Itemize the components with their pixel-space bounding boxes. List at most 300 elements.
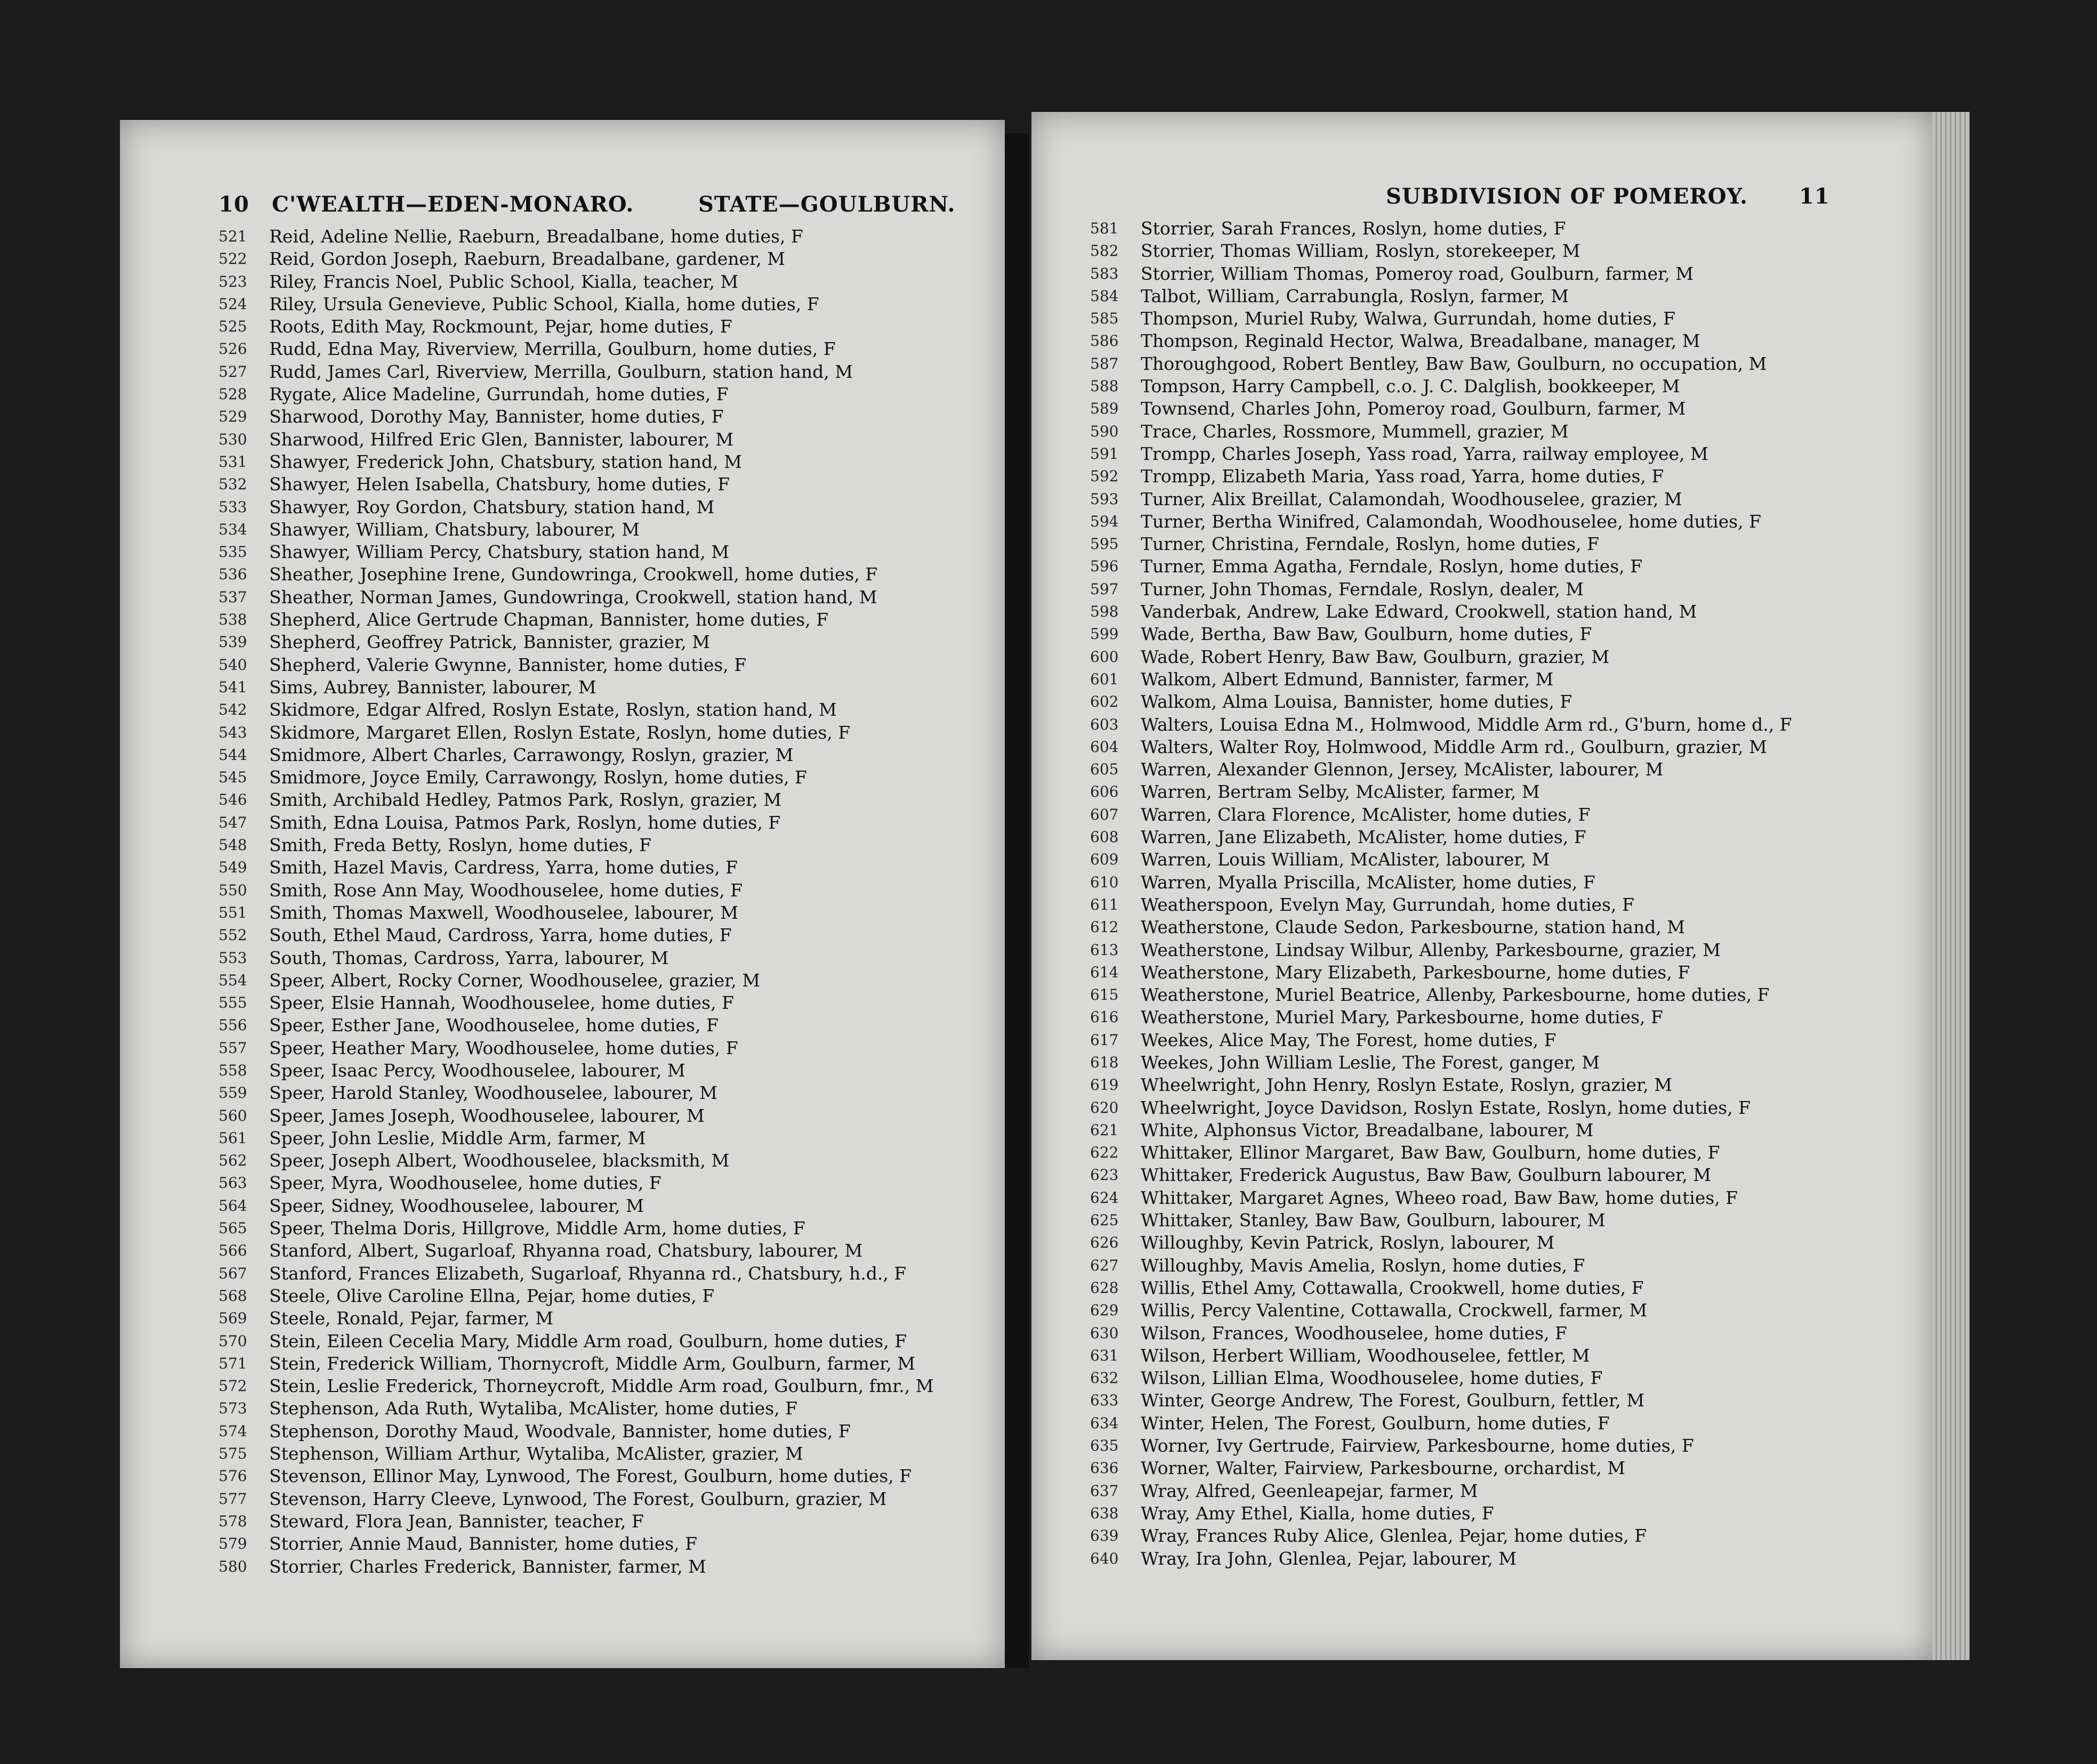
roll-entry — [1090, 1389, 1911, 1412]
entry-number: 637 — [1090, 1482, 1119, 1500]
entry-number: 529 — [219, 408, 247, 426]
entry-text: Wade, Bertha, Baw Baw, Goulburn, home duties, F — [1141, 624, 1592, 645]
roll-entry — [219, 1443, 991, 1465]
entry-number: 604 — [1090, 738, 1119, 756]
roll-entry — [219, 1195, 991, 1217]
entry-text: Winter, George Andrew, The Forest, Goulburn, fettler, M — [1141, 1390, 1644, 1411]
entry-number: 621 — [1090, 1121, 1119, 1139]
entry-number: 589 — [1090, 400, 1119, 418]
entry-number: 537 — [219, 588, 247, 606]
entry-number: 608 — [1090, 828, 1119, 846]
entry-number: 612 — [1090, 918, 1119, 936]
entry-number: 610 — [1090, 873, 1119, 891]
roll-entry — [219, 586, 991, 609]
entry-number: 628 — [1090, 1279, 1119, 1297]
entry-text: Whittaker, Frederick Augustus, Baw Baw, Goulburn labourer, M — [1141, 1164, 1712, 1186]
entry-text: Speer, Joseph Albert, Woodhouselee, blacksmith, M — [269, 1150, 730, 1171]
entry-number: 633 — [1090, 1391, 1119, 1410]
entry-number: 590 — [1090, 422, 1119, 440]
roll-entry — [1090, 285, 1911, 308]
entry-text: Storrier, Thomas William, Roslyn, storekeeper, M — [1141, 240, 1580, 262]
entry-number: 521 — [219, 228, 247, 245]
entry-text: Sharwood, Dorothy May, Bannister, home duties, F — [269, 406, 724, 427]
entry-text: Thoroughgood, Robert Bentley, Baw Baw, Goulburn, no occupation, M — [1141, 353, 1767, 374]
entry-text: Steele, Olive Caroline Ellna, Pejar, home duties, F — [269, 1285, 715, 1306]
entry-number: 632 — [1090, 1369, 1119, 1387]
entry-number: 524 — [219, 295, 247, 313]
entry-number: 598 — [1090, 603, 1119, 621]
entry-text: Stephenson, Ada Ruth, Wytaliba, McAlister, home duties, F — [269, 1398, 797, 1419]
roll-entry — [1090, 714, 1911, 736]
roll-entry — [219, 1465, 991, 1487]
roll-entry — [1090, 646, 1911, 668]
left-roll-list — [219, 225, 991, 1578]
entry-text: Speer, Sidney, Woodhouselee, labourer, M — [269, 1195, 644, 1216]
entry-number: 565 — [219, 1219, 247, 1237]
roll-entry — [219, 1082, 991, 1104]
roll-entry — [219, 947, 991, 969]
entry-text: Smidmore, Albert Charles, Carrawongy, Roslyn, grazier, M — [269, 744, 794, 765]
entry-text: Shawyer, Helen Isabella, Chatsbury, home duties, F — [269, 474, 730, 495]
entry-number: 571 — [219, 1354, 247, 1372]
roll-entry — [219, 315, 991, 338]
roll-entry — [1090, 871, 1911, 894]
entry-text: Speer, Elsie Hannah, Woodhouselee, home duties, F — [269, 992, 734, 1014]
entry-number: 548 — [219, 836, 247, 854]
entry-number: 522 — [219, 250, 247, 268]
entry-text: Reid, Gordon Joseph, Raeburn, Breadalbane, gardener, M — [269, 248, 785, 270]
entry-number: 599 — [1090, 625, 1119, 643]
roll-entry — [1090, 1255, 1911, 1277]
entry-text: Stanford, Albert, Sugarloaf, Rhyanna road, Chatsbury, labourer, M — [269, 1240, 863, 1261]
roll-entry — [219, 451, 991, 473]
roll-entry — [219, 856, 991, 879]
entry-text: Walkom, Albert Edmund, Bannister, farmer, M — [1141, 668, 1554, 690]
entry-text: Weatherstone, Muriel Mary, Parkesbourne, home duties, F — [1141, 1007, 1663, 1028]
roll-entry — [1090, 601, 1911, 623]
roll-entry — [1090, 578, 1911, 601]
right-page — [1031, 112, 1932, 1660]
entry-number: 556 — [219, 1016, 247, 1034]
entry-text: White, Alphonsus Victor, Breadalbane, labourer, M — [1141, 1119, 1594, 1140]
entry-text: Tompson, Harry Campbell, c.o. J. C. Dalglish, bookkeeper, M — [1141, 376, 1680, 397]
roll-entry — [219, 924, 991, 946]
roll-entry — [219, 563, 991, 586]
entry-number: 572 — [219, 1377, 247, 1395]
roll-entry — [1090, 465, 1911, 488]
entry-text: Vanderbak, Andrew, Lake Edward, Crookwell, station hand, M — [1141, 601, 1697, 622]
entry-text: Smith, Freda Betty, Roslyn, home duties, F — [269, 835, 652, 856]
roll-entry — [219, 519, 991, 541]
entry-text: Turner, John Thomas, Ferndale, Roslyn, dealer, M — [1141, 578, 1584, 600]
entry-number: 578 — [219, 1512, 247, 1530]
entry-text: Shawyer, William, Chatsbury, labourer, M — [269, 519, 640, 540]
roll-entry — [1090, 1277, 1911, 1299]
entry-number: 568 — [219, 1286, 247, 1305]
entry-text: Wray, Amy Ethel, Kialla, home duties, F — [1141, 1502, 1494, 1524]
entry-text: Townsend, Charles John, Pomeroy road, Goulburn, farmer, M — [1141, 398, 1686, 419]
entry-text: Wilson, Lillian Elma, Woodhouselee, home duties, F — [1141, 1367, 1603, 1389]
entry-number: 538 — [219, 611, 247, 629]
roll-entry — [219, 1556, 991, 1578]
book-gutter — [1002, 133, 1029, 1668]
entry-text: Skidmore, Edgar Alfred, Roslyn Estate, Roslyn, station hand, M — [269, 699, 837, 721]
entry-text: Shawyer, William Percy, Chatsbury, station hand, M — [269, 541, 729, 563]
entry-number: 569 — [219, 1309, 247, 1328]
roll-entry — [219, 699, 991, 721]
entry-number: 530 — [219, 430, 247, 448]
roll-entry — [1090, 1367, 1911, 1389]
left-header-state: STATE—GOULBURN. — [698, 192, 956, 217]
roll-entry — [219, 789, 991, 811]
entry-number: 615 — [1090, 986, 1119, 1004]
entry-number: 625 — [1090, 1211, 1119, 1229]
roll-entry — [1090, 781, 1911, 803]
entry-number: 586 — [1090, 332, 1119, 350]
roll-entry — [1090, 894, 1911, 916]
roll-entry — [219, 1420, 991, 1443]
entry-text: Stevenson, Ellinor May, Lynwood, The Forest, Goulburn, home duties, F — [269, 1466, 912, 1487]
entry-text: Trace, Charles, Rossmore, Mummell, grazier, M — [1141, 420, 1569, 442]
entry-text: Wade, Robert Henry, Baw Baw, Goulburn, grazier, M — [1141, 646, 1610, 667]
entry-text: Turner, Christina, Ferndale, Roslyn, home duties, F — [1141, 533, 1599, 555]
entry-text: Weatherstone, Mary Elizabeth, Parkesbourne, home duties, F — [1141, 961, 1690, 983]
entry-text: Wheelwright, Joyce Davidson, Roslyn Estate, Roslyn, home duties, F — [1141, 1097, 1751, 1118]
entry-text: Storrier, Charles Frederick, Bannister, farmer, M — [269, 1556, 706, 1577]
page-edge-stack — [1932, 112, 1970, 1660]
entry-number: 631 — [1090, 1346, 1119, 1364]
roll-entry — [1090, 1074, 1911, 1096]
entry-number: 564 — [219, 1196, 247, 1215]
entry-text: Warren, Myalla Priscilla, McAlister, home duties, F — [1141, 871, 1595, 893]
roll-entry — [1090, 443, 1911, 465]
entry-number: 616 — [1090, 1008, 1119, 1026]
entry-number: 585 — [1090, 310, 1119, 328]
roll-entry — [1090, 420, 1911, 443]
roll-entry — [219, 631, 991, 653]
entry-text: Warren, Jane Elizabeth, McAlister, home duties, F — [1141, 827, 1586, 848]
entry-text: Smith, Thomas Maxwell, Woodhouselee, labourer, M — [269, 902, 739, 923]
entry-number: 536 — [219, 565, 247, 584]
entry-number: 580 — [219, 1557, 247, 1575]
entry-text: Smith, Edna Louisa, Patmos Park, Roslyn, home duties, F — [269, 812, 781, 833]
entry-number: 594 — [1090, 512, 1119, 530]
entry-number: 557 — [219, 1039, 247, 1057]
entry-text: Willis, Percy Valentine, Cottawalla, Crockwell, farmer, M — [1141, 1300, 1648, 1321]
entry-text: Riley, Francis Noel, Public School, Kialla, teacher, M — [269, 271, 739, 292]
roll-entry — [1090, 623, 1911, 645]
entry-number: 627 — [1090, 1256, 1119, 1274]
roll-entry — [219, 1150, 991, 1172]
entry-text: Smith, Archibald Hedley, Patmos Park, Roslyn, grazier, M — [269, 789, 781, 811]
roll-entry — [1090, 511, 1911, 533]
entry-text: Speer, John Leslie, Middle Arm, farmer, M — [269, 1127, 646, 1148]
entry-number: 624 — [1090, 1188, 1119, 1207]
roll-entry — [219, 812, 991, 834]
roll-entry — [219, 1263, 991, 1285]
entry-number: 559 — [219, 1084, 247, 1102]
entry-number: 546 — [219, 791, 247, 809]
entry-number: 575 — [219, 1445, 247, 1463]
roll-entry — [1090, 826, 1911, 848]
entry-text: Wray, Ira John, Glenlea, Pejar, labourer, M — [1141, 1548, 1517, 1569]
entry-number: 581 — [1090, 220, 1119, 237]
entry-number: 577 — [219, 1490, 247, 1508]
entry-text: Weatherspoon, Evelyn May, Gurrundah, home duties, F — [1141, 894, 1634, 915]
entry-text: Whittaker, Ellinor Margaret, Baw Baw, Goulburn, home duties, F — [1141, 1142, 1720, 1163]
entry-number: 573 — [219, 1399, 247, 1418]
entry-number: 532 — [219, 475, 247, 493]
entry-text: Stephenson, William Arthur, Wytaliba, McAlister, grazier, M — [269, 1443, 803, 1464]
roll-entry — [1090, 691, 1911, 713]
entry-text: Worner, Ivy Gertrude, Fairview, Parkesbourne, home duties, F — [1141, 1435, 1694, 1456]
entry-number: 549 — [219, 859, 247, 877]
entry-text: Stevenson, Harry Cleeve, Lynwood, The Forest, Goulburn, grazier, M — [269, 1488, 887, 1509]
entry-text: Speer, Harold Stanley, Woodhouselee, labourer, M — [269, 1082, 717, 1104]
roll-entry — [219, 744, 991, 766]
entry-number: 535 — [219, 543, 247, 561]
roll-entry — [219, 293, 991, 315]
roll-entry — [1090, 1029, 1911, 1051]
roll-entry — [1090, 758, 1911, 781]
entry-text: Turner, Emma Agatha, Ferndale, Roslyn, home duties, F — [1141, 556, 1643, 577]
entry-number: 639 — [1090, 1527, 1119, 1545]
roll-entry — [1090, 353, 1911, 375]
right-roll-list — [1090, 217, 1911, 1570]
entry-text: Walkom, Alma Louisa, Bannister, home duties, F — [1141, 691, 1572, 713]
entry-number: 551 — [219, 903, 247, 921]
roll-entry — [219, 1375, 991, 1397]
entry-text: Speer, Myra, Woodhouselee, home duties, F — [269, 1172, 662, 1194]
roll-entry — [219, 879, 991, 902]
entry-text: Weatherstone, Claude Sedon, Parkesbourne, station hand, M — [1141, 917, 1685, 938]
entry-number: 566 — [219, 1242, 247, 1260]
roll-entry — [219, 1059, 991, 1082]
entry-text: Wilson, Herbert William, Woodhouselee, fettler, M — [1141, 1345, 1590, 1366]
roll-entry — [219, 1533, 991, 1555]
entry-text: Speer, Isaac Percy, Woodhouselee, labourer, M — [269, 1059, 685, 1081]
entry-text: Reid, Adeline Nellie, Raeburn, Breadalbane, home duties, F — [269, 226, 803, 247]
entry-number: 544 — [219, 746, 247, 764]
entry-number: 593 — [1090, 490, 1119, 508]
entry-text: Skidmore, Margaret Ellen, Roslyn Estate, Roslyn, home duties, F — [269, 722, 851, 743]
right-header-subdivision: SUBDIVISION OF POMEROY. — [1386, 184, 1748, 209]
entry-text: Steele, Ronald, Pejar, farmer, M — [269, 1308, 553, 1329]
entry-number: 542 — [219, 701, 247, 719]
roll-entry — [219, 383, 991, 406]
entry-number: 618 — [1090, 1053, 1119, 1071]
entry-number: 563 — [219, 1174, 247, 1192]
entry-number: 622 — [1090, 1144, 1119, 1162]
roll-entry — [1090, 668, 1911, 691]
entry-text: Smith, Hazel Mavis, Cardress, Yarra, home duties, F — [269, 857, 738, 878]
entry-number: 547 — [219, 813, 247, 831]
entry-number: 533 — [219, 498, 247, 516]
roll-entry — [219, 541, 991, 563]
entry-number: 638 — [1090, 1504, 1119, 1522]
entry-number: 560 — [219, 1106, 247, 1124]
roll-entry — [1090, 263, 1911, 285]
roll-entry — [219, 225, 991, 248]
roll-entry — [1090, 488, 1911, 511]
entry-text: Stephenson, Dorothy Maud, Woodvale, Bannister, home duties, F — [269, 1420, 851, 1442]
roll-entry — [1090, 1502, 1911, 1525]
roll-entry — [219, 969, 991, 992]
roll-entry — [1090, 1051, 1911, 1074]
roll-entry — [219, 1285, 991, 1307]
entry-text: Stein, Frederick William, Thornycroft, Middle Arm, Goulburn, farmer, M — [269, 1353, 916, 1374]
entry-number: 567 — [219, 1264, 247, 1282]
entry-number: 527 — [219, 362, 247, 381]
roll-entry — [219, 248, 991, 270]
entry-text: Trompp, Elizabeth Maria, Yass road, Yarra, home duties, F — [1141, 466, 1664, 487]
entry-number: 558 — [219, 1061, 247, 1079]
roll-entry — [1090, 1164, 1911, 1186]
entry-text: Smidmore, Joyce Emily, Carrawongy, Roslyn, home duties, F — [269, 767, 807, 788]
entry-text: Walters, Walter Roy, Holmwood, Middle Arm rd., Goulburn, grazier, M — [1141, 736, 1767, 757]
entry-text: Shawyer, Roy Gordon, Chatsbury, station hand, M — [269, 496, 715, 517]
roll-entry — [219, 766, 991, 789]
entry-text: Shepherd, Alice Gertrude Chapman, Bannister, home duties, F — [269, 609, 829, 630]
entry-text: Winter, Helen, The Forest, Goulburn, home duties, F — [1141, 1412, 1610, 1434]
entry-text: Wray, Alfred, Geenleapejar, farmer, M — [1141, 1480, 1478, 1501]
entry-text: Warren, Clara Florence, McAlister, home duties, F — [1141, 804, 1591, 825]
roll-entry — [219, 722, 991, 744]
entry-number: 619 — [1090, 1076, 1119, 1094]
left-header-electorate: C'WEALTH—EDEN-MONARO. — [272, 192, 634, 217]
entry-number: 617 — [1090, 1031, 1119, 1049]
roll-entry — [1090, 398, 1911, 420]
entry-number: 584 — [1090, 287, 1119, 305]
entry-number: 545 — [219, 768, 247, 787]
roll-entry — [1090, 848, 1911, 871]
entry-number: 606 — [1090, 783, 1119, 801]
entry-text: Stein, Leslie Frederick, Thorneycroft, Middle Arm road, Goulburn, fmr., M — [269, 1375, 934, 1397]
entry-number: 523 — [219, 272, 247, 290]
entry-number: 526 — [219, 340, 247, 358]
entry-number: 528 — [219, 385, 247, 403]
entry-number: 574 — [219, 1422, 247, 1440]
entry-number: 635 — [1090, 1437, 1119, 1455]
entry-text: Rudd, James Carl, Riverview, Merrilla, Goulburn, station hand, M — [269, 361, 853, 382]
entry-text: Warren, Louis William, McAlister, labourer, M — [1141, 849, 1550, 870]
roll-entry — [1090, 1322, 1911, 1345]
roll-entry — [1090, 939, 1911, 961]
entry-number: 592 — [1090, 467, 1119, 485]
entry-number: 588 — [1090, 377, 1119, 395]
entry-text: Speer, Thelma Doris, Hillgrove, Middle Arm, home duties, F — [269, 1218, 805, 1239]
roll-entry — [1090, 961, 1911, 984]
roll-entry — [1090, 1548, 1911, 1570]
roll-entry — [219, 1105, 991, 1127]
entry-text: Storrier, Annie Maud, Bannister, home duties, F — [269, 1533, 698, 1555]
entry-text: Trompp, Charles Joseph, Yass road, Yarra, railway employee, M — [1141, 443, 1708, 464]
entry-text: Storrier, Sarah Frances, Roslyn, home duties, F — [1141, 218, 1566, 239]
entry-text: Thompson, Reginald Hector, Walwa, Breadalbane, manager, M — [1141, 330, 1700, 352]
entry-number: 562 — [219, 1152, 247, 1170]
roll-entry — [219, 1330, 991, 1353]
roll-entry — [1090, 240, 1911, 262]
entry-text: Warren, Bertram Selby, McAlister, farmer, M — [1141, 781, 1540, 803]
entry-text: Speer, James Joseph, Woodhouselee, labourer, M — [269, 1105, 705, 1126]
entry-text: Shepherd, Valerie Gwynne, Bannister, home duties, F — [269, 654, 747, 675]
entry-text: Sharwood, Hilfred Eric Glen, Bannister, labourer, M — [269, 428, 734, 450]
roll-entry — [1090, 217, 1911, 240]
entry-text: Storrier, William Thomas, Pomeroy road, Goulburn, farmer, M — [1141, 263, 1694, 284]
entry-text: Shawyer, Frederick John, Chatsbury, station hand, M — [269, 451, 742, 472]
entry-text: Weekes, Alice May, The Forest, home duties, F — [1141, 1029, 1556, 1050]
entry-number: 600 — [1090, 648, 1119, 666]
entry-text: Willis, Ethel Amy, Cottawalla, Crookwell, home duties, F — [1141, 1277, 1644, 1298]
entry-text: Warren, Alexander Glennon, Jersey, McAlister, labourer, M — [1141, 759, 1664, 780]
roll-entry — [1090, 804, 1911, 826]
roll-entry — [1090, 1006, 1911, 1029]
entry-number: 543 — [219, 723, 247, 741]
entry-number: 552 — [219, 926, 247, 944]
entry-number: 634 — [1090, 1414, 1119, 1432]
roll-entry — [1090, 736, 1911, 758]
entry-number: 636 — [1090, 1459, 1119, 1477]
entry-text: Weatherstone, Muriel Beatrice, Allenby, Parkesbourne, home duties, F — [1141, 984, 1770, 1006]
entry-number: 576 — [219, 1467, 247, 1485]
entry-text: Talbot, William, Carrabungla, Roslyn, farmer, M — [1141, 285, 1569, 306]
roll-entry — [219, 676, 991, 699]
entry-number: 620 — [1090, 1098, 1119, 1116]
roll-entry — [219, 1307, 991, 1330]
entry-number: 555 — [219, 994, 247, 1012]
entry-text: Willoughby, Mavis Amelia, Roslyn, home duties, F — [1141, 1255, 1585, 1276]
entry-text: Wray, Frances Ruby Alice, Glenlea, Pejar, home duties, F — [1141, 1525, 1647, 1547]
entry-number: 596 — [1090, 557, 1119, 576]
entry-number: 561 — [219, 1129, 247, 1147]
entry-text: Roots, Edith May, Rockmount, Pejar, home duties, F — [269, 316, 732, 337]
entry-number: 583 — [1090, 264, 1119, 282]
roll-entry — [1090, 330, 1911, 352]
entry-text: Sheather, Norman James, Gundowringa, Crookwell, station hand, M — [269, 586, 877, 608]
roll-entry — [219, 1353, 991, 1375]
entry-text: Weatherstone, Lindsay Wilbur, Allenby, Parkesbourne, grazier, M — [1141, 939, 1721, 960]
entry-text: South, Ethel Maud, Cardross, Yarra, home duties, F — [269, 925, 732, 946]
entry-text: Riley, Ursula Genevieve, Public School, Kialla, home duties, F — [269, 293, 819, 314]
roll-entry — [1090, 555, 1911, 578]
roll-entry — [1090, 916, 1911, 938]
entry-number: 626 — [1090, 1234, 1119, 1252]
roll-entry — [219, 338, 991, 360]
entry-number: 640 — [1090, 1549, 1119, 1567]
entry-text: Speer, Heather Mary, Woodhouselee, home duties, F — [269, 1037, 738, 1058]
entry-text: Sheather, Josephine Irene, Gundowringa, Crookwell, home duties, F — [269, 564, 878, 585]
roll-entry — [1090, 308, 1911, 330]
entry-text: Willoughby, Kevin Patrick, Roslyn, labourer, M — [1141, 1232, 1555, 1253]
entry-text: Whittaker, Stanley, Baw Baw, Goulburn, labourer, M — [1141, 1210, 1606, 1231]
entry-text: Walters, Louisa Edna M., Holmwood, Middle Arm rd., G'burn, home d., F — [1141, 714, 1792, 735]
roll-entry — [219, 834, 991, 856]
roll-entry — [219, 902, 991, 924]
entry-number: 609 — [1090, 851, 1119, 869]
roll-entry — [219, 1172, 991, 1194]
entry-number: 582 — [1090, 242, 1119, 260]
roll-entry — [219, 1014, 991, 1037]
entry-number: 541 — [219, 678, 247, 696]
entry-number: 602 — [1090, 693, 1119, 711]
entry-text: Turner, Alix Breillat, Calamondah, Woodhouselee, grazier, M — [1141, 488, 1682, 509]
entry-number: 591 — [1090, 444, 1119, 463]
entry-text: Smith, Rose Ann May, Woodhouselee, home duties, F — [269, 879, 743, 901]
entry-number: 570 — [219, 1332, 247, 1350]
entry-text: Sims, Aubrey, Bannister, labourer, M — [269, 676, 596, 698]
roll-entry — [219, 1488, 991, 1510]
entry-text: Stein, Eileen Cecelia Mary, Middle Arm road, Goulburn, home duties, F — [269, 1330, 907, 1352]
